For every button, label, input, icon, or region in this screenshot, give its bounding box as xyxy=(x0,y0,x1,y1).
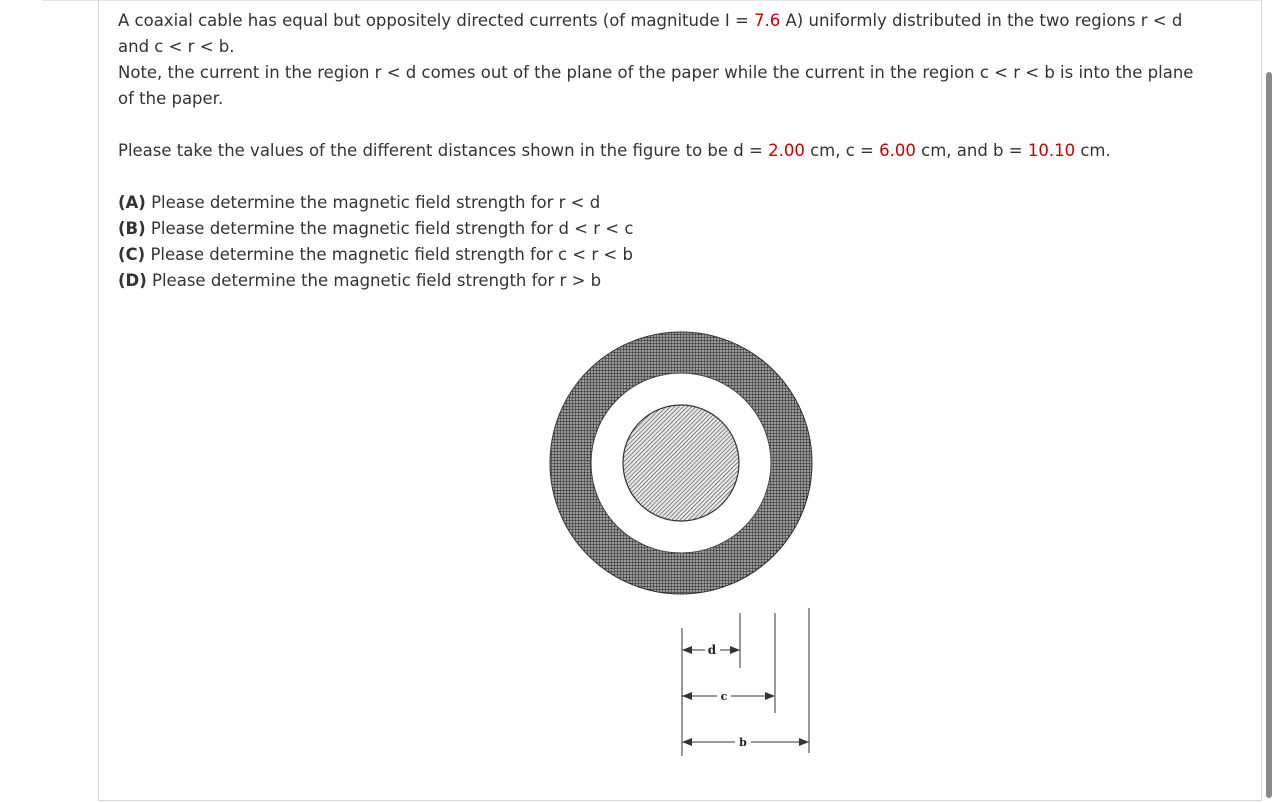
dist-text-1: Please take the values of the different distances shown in the figure to be d = xyxy=(118,141,769,160)
part-b xyxy=(118,216,1248,242)
note-line-1: Note, the current in the region r < d comes out of the plane of the paper while the current in the region c < r < b is into the plane xyxy=(118,63,1194,82)
part-d-label: (D) xyxy=(118,271,147,290)
label-c: c xyxy=(720,690,728,703)
label-d: d xyxy=(707,643,717,657)
question-content xyxy=(118,8,1248,294)
part-b-label: (B) xyxy=(118,219,146,238)
c-value: 6.00 xyxy=(879,141,916,160)
d-value: 2.00 xyxy=(768,141,805,160)
part-a-label: (A) xyxy=(118,193,146,212)
dist-text-4: cm. xyxy=(1075,141,1111,160)
coaxial-cable-diagram xyxy=(545,328,825,763)
part-a xyxy=(118,190,1248,216)
current-value: 7.6 xyxy=(754,11,781,30)
part-d xyxy=(118,268,1248,294)
label-b: b xyxy=(739,736,747,749)
coaxial-cable-figure xyxy=(545,328,825,763)
dist-text-3: cm, and b = xyxy=(915,141,1028,160)
intro-line-2: and c < r < b. xyxy=(118,37,235,56)
b-value: 10.10 xyxy=(1027,141,1076,160)
distances-paragraph xyxy=(118,138,1248,164)
note-line-2: of the paper. xyxy=(118,89,224,108)
intro-text-2: A) uniformly distributed in the two regions r < d xyxy=(780,11,1183,30)
vertical-scrollbar[interactable] xyxy=(1266,72,1272,798)
intro-text-1: A coaxial cable has equal but oppositely directed currents (of magnitude I = xyxy=(118,11,755,30)
inner-conductor xyxy=(623,405,739,521)
part-c-text: Please determine the magnetic field strength for c < r < b xyxy=(145,245,633,264)
part-c-label: (C) xyxy=(118,245,146,264)
part-d-text: Please determine the magnetic field strength for r > b xyxy=(146,271,602,290)
part-a-text: Please determine the magnetic field strength for r < d xyxy=(145,193,601,212)
intro-paragraph xyxy=(118,8,1248,34)
dist-text-2: cm, c = xyxy=(804,141,880,160)
dimension-lines xyxy=(682,608,809,756)
part-c xyxy=(118,242,1248,268)
part-b-text: Please determine the magnetic field strength for d < r < c xyxy=(145,219,634,238)
